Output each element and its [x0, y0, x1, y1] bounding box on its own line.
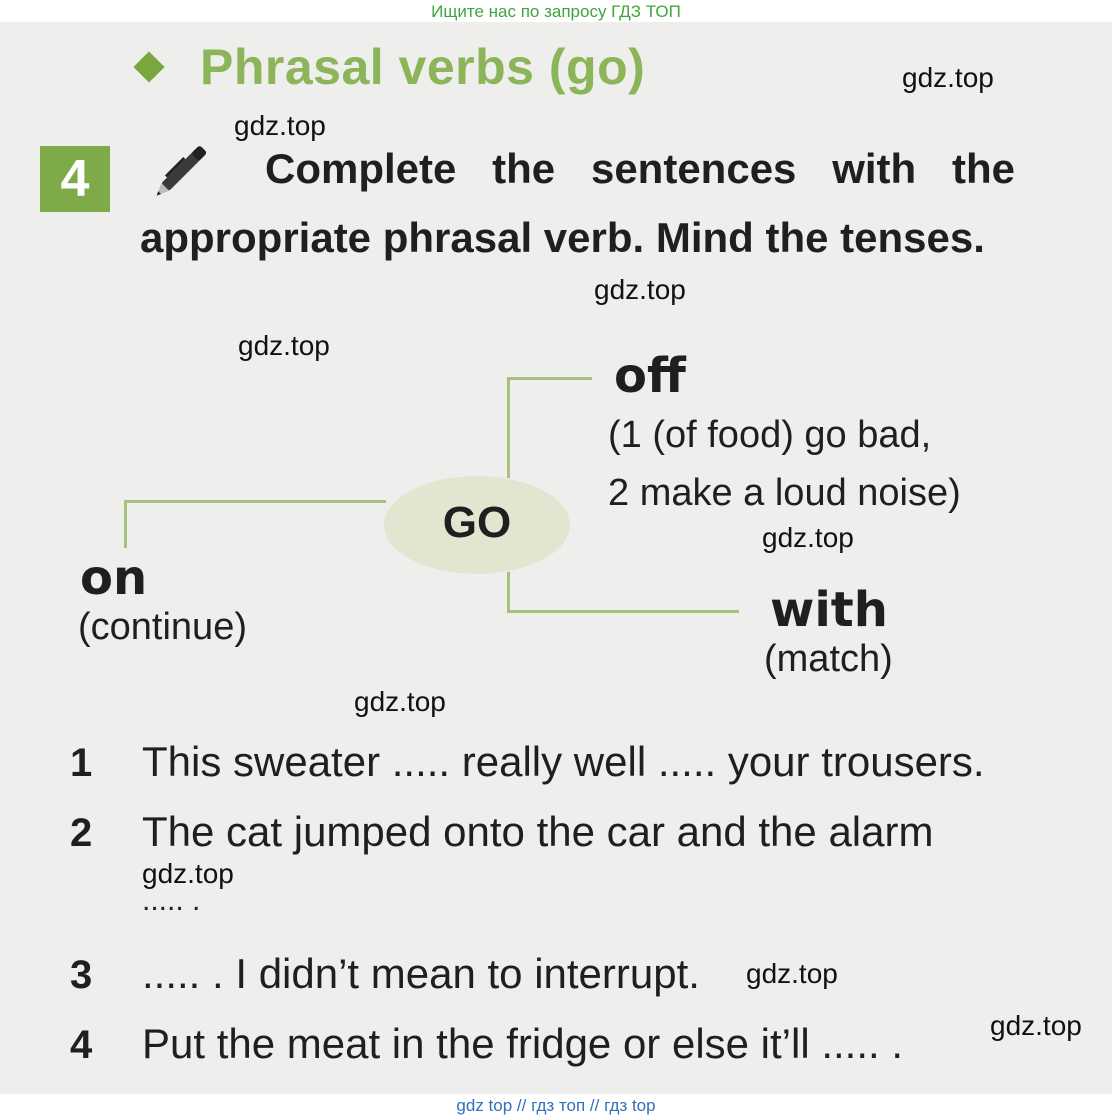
exercise-number: 4: [40, 146, 110, 212]
particle-on: on: [80, 550, 148, 606]
sentence-number-2: 2: [70, 811, 93, 855]
watermark: gdz.top: [354, 686, 446, 717]
connector-with-vertical: [507, 572, 510, 612]
connector-on-horizontal: [124, 500, 386, 503]
meaning-off-2: 2 make a loud noise): [608, 472, 961, 514]
sentence-3: ..... . I didn’t mean to interrupt.: [142, 950, 700, 997]
instruction-line-2: appropriate phrasal verb. Mind the tenses.: [140, 214, 985, 261]
watermark: gdz.top: [234, 110, 326, 141]
meaning-off-1: (1 (of food) go bad,: [608, 414, 932, 456]
particle-with: with: [770, 582, 888, 638]
pen-icon: [144, 130, 224, 208]
connector-with-horizontal: [507, 610, 739, 613]
bottom-banner[interactable]: gdz top // гдз топ // гдз top: [456, 1096, 656, 1115]
connector-on-vertical: [124, 500, 127, 548]
connector-off-vertical: [507, 377, 510, 478]
watermark: gdz.top: [238, 330, 330, 361]
watermark: gdz.top: [594, 274, 686, 305]
meaning-on: (continue): [78, 606, 247, 648]
watermark: gdz.top: [990, 1010, 1082, 1041]
instruction-line-1: Complete the sentences with the: [265, 145, 1015, 192]
particle-off: off: [614, 348, 686, 404]
watermark: gdz.top: [142, 858, 234, 889]
sentence-number-4: 4: [70, 1023, 93, 1067]
sentence-4: Put the meat in the fridge or else it’ll ..... .: [142, 1020, 904, 1067]
meaning-with: (match): [764, 638, 893, 680]
sentence-2-continuation: ..... .: [142, 884, 201, 917]
sentence-number-1: 1: [70, 741, 93, 785]
sentence-1: This sweater ..... really well ..... your trousers.: [142, 738, 985, 785]
connector-off-horizontal: [508, 377, 592, 380]
watermark: gdz.top: [902, 62, 994, 93]
section-title: Phrasal verbs (go): [200, 39, 646, 95]
watermark: gdz.top: [762, 522, 854, 553]
top-banner[interactable]: Ищите нас по запросу ГДЗ ТОП: [431, 2, 681, 21]
sentence-2: The cat jumped onto the car and the alarm: [142, 808, 934, 855]
watermark: gdz.top: [746, 958, 838, 989]
diagram-center-label: GO: [442, 498, 512, 547]
sentence-number-3: 3: [70, 953, 93, 997]
